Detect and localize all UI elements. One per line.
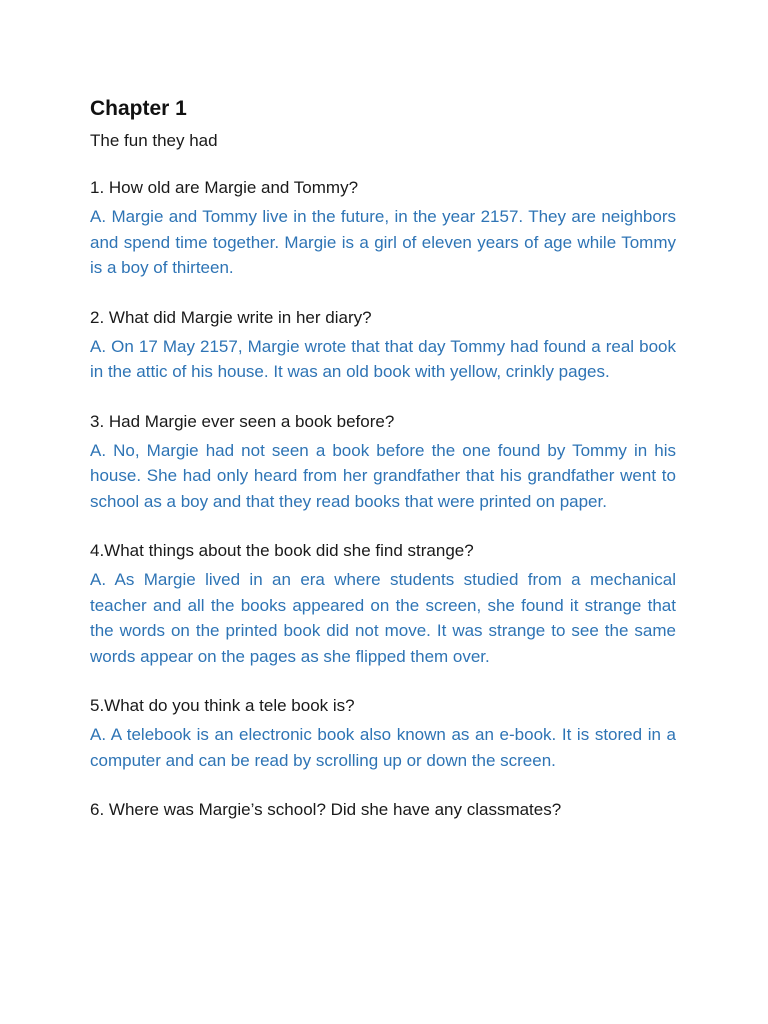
question-1: 1. How old are Margie and Tommy?: [90, 178, 359, 197]
question-6: 6. Where was Margie’s school? Did she have any classmates?: [90, 800, 562, 819]
answer-4: A. As Margie lived in an era where students studied from a mechanical teacher and all the books appeared on the screen, she found it strange that the words on the printed book did not move. It was strange to see the same words appear on the pages as she flipped them over.: [90, 570, 676, 666]
chapter-title: Chapter 1: [90, 97, 187, 120]
qa-item-2: [90, 305, 676, 385]
document-page: [90, 94, 676, 822]
qa-item-1: [90, 175, 676, 281]
qa-item-5: [90, 693, 676, 773]
answer-3: A. No, Margie had not seen a book before the one found by Tommy in his house. She had only heard from her grandfather that his grandfather went to school as a boy and that they read books that were printed on paper.: [90, 440, 676, 511]
question-4: 4.What things about the book did she find strange?: [90, 541, 474, 560]
answer-1: A. Margie and Tommy live in the future, in the year 2157. They are neighbors and spend time together. Margie is a girl of eleven years of age while Tommy is a boy of thirteen.: [90, 207, 676, 277]
question-3: 3. Had Margie ever seen a book before?: [90, 411, 395, 431]
qa-item-4: [90, 538, 676, 669]
qa-item-3: [90, 409, 676, 515]
answer-5: A. A telebook is an electronic book also known as an e-book. It is stored in a computer and can be read by scrolling up or down the screen.: [90, 725, 676, 770]
question-5: 5.What do you think a tele book is?: [90, 696, 355, 715]
answer-2: A. On 17 May 2157, Margie wrote that that day Tommy had found a real book in the attic of his house. It was an old book with yellow, crinkly pages.: [90, 336, 676, 381]
qa-item-6: [90, 797, 676, 822]
question-2: 2. What did Margie write in her diary?: [90, 307, 372, 327]
chapter-subtitle: The fun they had: [90, 131, 218, 150]
